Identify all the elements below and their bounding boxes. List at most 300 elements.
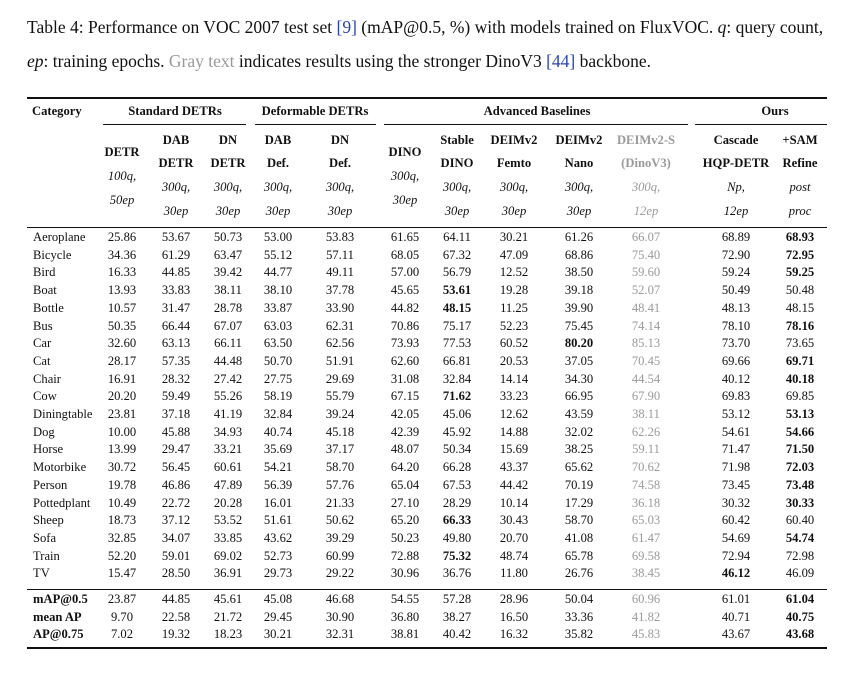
category-label: Car: [33, 336, 52, 351]
table-cell: 69.83: [721, 389, 751, 404]
column-header: DAB: [162, 133, 190, 147]
category-label: Bird: [33, 265, 56, 280]
table-cell: 68.86: [564, 247, 594, 262]
caption-text-2: (mAP@0.5, %) with models trained on FluxVOC.: [356, 17, 718, 37]
category-label: Chair: [33, 371, 61, 386]
table-cell: 44.77: [263, 265, 293, 280]
table-cell: 78.10: [721, 318, 751, 333]
column-query-count: 300q,: [564, 180, 594, 194]
table-cell: 67.32: [442, 247, 472, 262]
table-cell: 55.26: [213, 389, 243, 404]
column-header: DN: [218, 133, 238, 147]
table-cell: 10.14: [499, 495, 529, 510]
table-cell: 53.13: [785, 407, 815, 421]
table-cell: 45.08: [263, 592, 293, 606]
column-query-count: 300q,: [631, 180, 661, 194]
table-cell: 35.69: [263, 442, 293, 457]
table-cell: 23.81: [107, 407, 137, 421]
table-cell: 32.84: [263, 407, 293, 421]
table-cell: 38.11: [632, 407, 660, 421]
table-cell: 18.23: [213, 627, 243, 642]
table-cell: 70.86: [390, 318, 420, 333]
table-cell: 74.14: [631, 318, 661, 333]
column-epochs: 30ep: [327, 204, 353, 218]
table-cell: 75.32: [442, 548, 472, 563]
table-cell: 73.45: [721, 477, 751, 492]
table-cell: 45.83: [631, 627, 661, 642]
column-header: DINO: [440, 156, 474, 170]
table-cell: 72.94: [721, 548, 751, 563]
table-cell: 37.18: [161, 407, 191, 421]
table-cell: 48.41: [631, 300, 661, 315]
column-query-count: 300q,: [213, 180, 243, 194]
table-cell: 54.66: [785, 424, 815, 439]
column-header: Refine: [782, 156, 818, 170]
table-cell: 13.99: [107, 442, 137, 457]
category-label: Sheep: [33, 513, 64, 528]
table-cell: 65.03: [631, 513, 661, 528]
table-cell: 69.66: [721, 353, 751, 368]
table-cell: 49.80: [442, 530, 472, 545]
column-query-count: 300q,: [325, 180, 355, 194]
table-cell: 33.21: [213, 442, 243, 457]
table-cell: 29.22: [325, 566, 355, 581]
category-label: Horse: [33, 442, 64, 457]
table-cell: 20.70: [499, 530, 529, 545]
caption-q: q: [717, 17, 727, 37]
table-cell: 69.58: [631, 548, 661, 563]
table-cell: 59.49: [161, 389, 191, 404]
table-cell: 29.47: [161, 442, 191, 457]
table-cell: 20.28: [213, 495, 243, 510]
group-underline: [695, 124, 827, 125]
table-cell: 14.88: [499, 424, 529, 439]
table-cell: 13.93: [107, 283, 137, 298]
table-cell: 51.61: [263, 513, 293, 528]
table-cell: 33.87: [263, 300, 293, 315]
table-cell: 27.42: [213, 371, 243, 386]
table-cell: 60.52: [499, 336, 529, 351]
column-header: Cascade: [713, 133, 759, 147]
table-cell: 52.07: [631, 283, 661, 298]
group-header: Ours: [761, 104, 789, 118]
table-cell: 47.09: [499, 247, 529, 262]
table-cell: 45.18: [325, 424, 355, 439]
table-cell: 33.23: [499, 389, 529, 404]
table-cell: 53.61: [442, 283, 472, 298]
header-rule: [27, 227, 827, 228]
table-cell: 44.85: [161, 265, 191, 280]
table-cell: 32.85: [107, 530, 137, 545]
table-cell: 54.21: [263, 460, 293, 475]
group-underline: [384, 124, 688, 125]
table-cell: 34.30: [564, 371, 594, 386]
table-cell: 20.20: [107, 389, 137, 404]
table-cell: 66.11: [214, 336, 242, 351]
table-cell: 20.53: [499, 353, 529, 368]
column-query-count: 300q,: [161, 180, 191, 194]
table-cell: 22.58: [161, 609, 191, 624]
group-header: Advanced Baselines: [483, 104, 591, 118]
table-cell: 16.01: [263, 495, 293, 510]
table-cell: 62.60: [390, 353, 420, 368]
summary-label: AP@0.75: [33, 627, 84, 642]
column-header: HQP-DETR: [702, 156, 770, 170]
table-cell: 45.06: [442, 407, 472, 421]
column-query-count: 300q,: [442, 180, 472, 194]
table-cell: 27.75: [263, 371, 293, 386]
table-cell: 28.78: [213, 300, 243, 315]
table-cell: 56.39: [263, 477, 293, 492]
table-cell: 72.95: [785, 247, 815, 262]
table-cell: 72.88: [390, 548, 420, 563]
table-cell: 43.67: [721, 627, 751, 642]
table-cell: 25.86: [107, 230, 137, 244]
table-cell: 59.24: [721, 265, 751, 280]
table-cell: 68.89: [721, 230, 751, 244]
table-cell: 19.32: [161, 627, 191, 642]
table-cell: 10.57: [107, 300, 137, 315]
category-label: Pottedplant: [33, 495, 91, 510]
table-cell: 38.50: [564, 265, 594, 280]
table-cell: 29.69: [325, 371, 355, 386]
table-cell: 40.12: [721, 371, 751, 386]
table-cell: 28.17: [107, 353, 137, 368]
table-cell: 41.82: [631, 609, 661, 624]
table-cell: 57.28: [442, 592, 472, 606]
table-cell: 43.59: [564, 407, 594, 421]
table-cell: 40.42: [442, 627, 472, 642]
caption-text-1: Table 4: Performance on VOC 2007 test set: [27, 17, 337, 37]
table-cell: 60.61: [213, 460, 243, 475]
table-cell: 73.70: [721, 336, 751, 351]
table-cell: 59.11: [632, 442, 660, 457]
table-cell: 70.45: [631, 353, 661, 368]
table-cell: 38.25: [564, 442, 594, 457]
table-cell: 66.81: [442, 353, 472, 368]
table-cell: 53.12: [721, 407, 751, 421]
table-cell: 67.90: [631, 389, 661, 404]
table-cell: 63.50: [263, 336, 293, 351]
table-cell: 28.50: [161, 566, 191, 581]
table-cell: 65.04: [390, 477, 420, 492]
table-cell: 32.02: [564, 424, 594, 439]
table-cell: 31.47: [161, 300, 191, 315]
table-cell: 50.73: [213, 230, 243, 244]
table-cell: 30.43: [499, 513, 529, 528]
table-cell: 66.44: [161, 318, 191, 333]
table-cell: 17.29: [564, 495, 594, 510]
table-cell: 53.67: [161, 230, 191, 244]
caption-text-4: : training epochs.: [43, 51, 169, 71]
table-cell: 63.13: [161, 336, 191, 351]
column-query-count: 300q,: [263, 180, 293, 194]
table-cell: 43.68: [785, 627, 815, 642]
table-cell: 37.17: [325, 442, 355, 457]
table-cell: 28.29: [442, 495, 472, 510]
table-cell: 39.18: [564, 283, 594, 298]
table-cell: 69.71: [785, 353, 815, 368]
column-header: Def.: [266, 156, 290, 170]
table-cell: 42.39: [390, 424, 420, 439]
table-cell: 36.91: [213, 566, 243, 581]
table-cell: 36.80: [390, 609, 420, 624]
table-cell: 54.69: [721, 530, 751, 545]
table-caption: [27, 10, 837, 78]
table-cell: 32.31: [325, 627, 355, 642]
table-cell: 41.08: [564, 530, 594, 545]
table-cell: 12.52: [499, 265, 529, 280]
table-cell: 16.33: [107, 265, 137, 280]
table-cell: 66.33: [442, 513, 472, 528]
table-cell: 11.25: [500, 300, 528, 315]
table-cell: 52.73: [263, 548, 293, 563]
table-cell: 68.05: [390, 247, 420, 262]
table-cell: 45.61: [213, 592, 243, 606]
table-cell: 14.14: [499, 371, 529, 386]
table-cell: 50.35: [107, 318, 137, 333]
table-cell: 33.83: [161, 283, 191, 298]
table-cell: 58.70: [564, 513, 594, 528]
table-cell: 50.49: [721, 283, 751, 298]
table-cell: 72.98: [785, 548, 815, 563]
table-cell: 63.47: [213, 247, 243, 262]
table-cell: 53.52: [213, 513, 243, 528]
category-label: Cat: [33, 353, 51, 368]
table-cell: 28.32: [161, 371, 191, 386]
table-cell: 59.01: [161, 548, 191, 563]
column-header: +SAM: [782, 133, 818, 147]
summary-label: mean AP: [33, 609, 82, 624]
table-cell: 44.82: [390, 300, 420, 315]
column-header: DETR: [158, 156, 194, 170]
column-header: DEIMv2: [555, 133, 603, 147]
category-label: Motorbike: [33, 460, 87, 475]
category-label: Sofa: [33, 530, 57, 545]
table-cell: 36.76: [442, 566, 472, 581]
table-cell: 9.70: [110, 609, 134, 624]
table-cell: 63.03: [263, 318, 293, 333]
table-cell: 33.85: [213, 530, 243, 545]
table-cell: 71.98: [721, 460, 751, 475]
table-cell: 61.47: [631, 530, 661, 545]
column-epochs: 12ep: [723, 204, 749, 218]
column-epochs: 30ep: [265, 204, 291, 218]
table-cell: 39.90: [564, 300, 594, 315]
category-label: Boat: [33, 283, 57, 298]
table-cell: 27.10: [390, 495, 420, 510]
table-cell: 46.12: [721, 566, 751, 581]
table-cell: 78.16: [785, 318, 815, 333]
table-cell: 40.71: [721, 609, 751, 624]
table-cell: 69.85: [785, 389, 815, 404]
column-epochs: 12ep: [633, 204, 659, 218]
table-cell: 53.83: [325, 230, 355, 244]
column-header: DEIMv2: [490, 133, 538, 147]
table-top-rule: [27, 97, 827, 99]
table-cell: 32.60: [107, 336, 137, 351]
column-header: (DinoV3): [621, 156, 671, 170]
caption-text-3: : query count,: [726, 17, 824, 37]
table-cell: 75.40: [631, 247, 661, 262]
table-cell: 57.11: [326, 247, 354, 262]
table-cell: 19.28: [499, 283, 529, 298]
caption-ep: ep: [27, 51, 44, 71]
category-label: TV: [33, 566, 50, 581]
table-cell: 30.96: [390, 566, 420, 581]
category-label: Bicycle: [33, 247, 72, 262]
category-label: Aeroplane: [33, 230, 86, 244]
table-cell: 50.70: [263, 353, 293, 368]
table-cell: 57.00: [390, 265, 420, 280]
caption-text-5: indicates results using the stronger DinoV3: [234, 51, 547, 71]
table-cell: 22.72: [161, 495, 191, 510]
category-label: Cow: [33, 389, 57, 404]
category-label: Train: [33, 548, 60, 563]
category-label: Diningtable: [33, 407, 93, 421]
column-header: Femto: [496, 156, 532, 170]
table-cell: 15.47: [107, 566, 137, 581]
column-epochs: 30ep: [566, 204, 592, 218]
table-cell: 28.96: [499, 592, 529, 606]
table-cell: 29.73: [263, 566, 293, 581]
group-header: Deformable DETRs: [261, 104, 369, 118]
table-cell: 41.19: [213, 407, 243, 421]
category-label: Person: [33, 477, 68, 492]
table-cell: 34.36: [107, 247, 137, 262]
citation-link[interactable]: [9]: [336, 17, 357, 37]
table-cell: 55.12: [263, 247, 293, 262]
group-underline: [103, 124, 246, 125]
table-cell: 50.62: [325, 513, 355, 528]
table-cell: 70.62: [631, 460, 661, 475]
group-underline: [255, 124, 376, 125]
header-category: Category: [32, 104, 82, 118]
table-cell: 48.74: [499, 548, 529, 563]
table-cell: 61.01: [721, 592, 751, 606]
column-epochs: 30ep: [163, 204, 189, 218]
table-cell: 40.75: [785, 609, 815, 624]
table-cell: 62.56: [325, 336, 355, 351]
column-epochs: 30ep: [444, 204, 470, 218]
table-cell: 67.53: [442, 477, 472, 492]
table-cell: 58.70: [325, 460, 355, 475]
table-cell: 68.93: [785, 230, 815, 244]
table-cell: 72.90: [721, 247, 751, 262]
column-header: Stable: [440, 133, 474, 147]
table-cell: 16.50: [499, 609, 529, 624]
table-cell: 54.74: [785, 530, 815, 545]
table-cell: 19.78: [107, 477, 137, 492]
column-header: DINO: [388, 145, 422, 159]
column-query-count: 100q,: [107, 169, 137, 183]
table-cell: 26.76: [564, 566, 594, 581]
table-cell: 21.33: [325, 495, 355, 510]
table-cell: 73.48: [785, 477, 815, 492]
table-cell: 44.42: [499, 477, 529, 492]
table-cell: 61.29: [161, 247, 191, 262]
table-cell: 39.29: [325, 530, 355, 545]
column-epochs: 30ep: [501, 204, 527, 218]
table-cell: 30.90: [325, 609, 355, 624]
table-cell: 32.84: [442, 371, 472, 386]
column-query-count: post: [789, 180, 811, 194]
table-cell: 44.54: [631, 371, 661, 386]
summary-rule: [27, 589, 827, 590]
table-cell: 49.11: [326, 265, 354, 280]
table-cell: 69.02: [213, 548, 243, 563]
table-cell: 10.49: [107, 495, 137, 510]
category-label: Bottle: [33, 300, 64, 315]
table-cell: 39.42: [213, 265, 243, 280]
table-cell: 44.48: [213, 353, 243, 368]
column-header: DEIMv2-S: [616, 133, 676, 147]
table-cell: 62.26: [631, 424, 661, 439]
table-cell: 18.73: [107, 513, 137, 528]
table-cell: 59.25: [785, 265, 815, 280]
column-header: DAB: [264, 133, 292, 147]
table-cell: 61.26: [564, 230, 594, 244]
table-cell: 23.87: [107, 592, 137, 606]
table-cell: 67.07: [213, 318, 243, 333]
table-cell: 38.27: [442, 609, 472, 624]
table-cell: 16.32: [499, 627, 529, 642]
table-cell: 7.02: [110, 627, 134, 642]
table-cell: 45.88: [161, 424, 191, 439]
table-cell: 38.81: [390, 627, 420, 642]
table-cell: 66.07: [631, 230, 661, 244]
table-cell: 30.32: [721, 495, 751, 510]
table-cell: 10.00: [107, 424, 137, 439]
table-cell: 11.80: [500, 566, 528, 581]
table-cell: 37.78: [325, 283, 355, 298]
table-cell: 34.93: [213, 424, 243, 439]
table-cell: 34.07: [161, 530, 191, 545]
column-epochs: proc: [788, 204, 812, 218]
table-cell: 66.28: [442, 460, 472, 475]
table-cell: 64.11: [443, 230, 471, 244]
table-cell: 50.34: [442, 442, 472, 457]
table-cell: 33.36: [564, 609, 594, 624]
table-cell: 42.05: [390, 407, 420, 421]
table-cell: 47.89: [213, 477, 243, 492]
table-cell: 85.13: [631, 336, 661, 351]
category-label: Bus: [33, 318, 53, 333]
table-cell: 56.79: [442, 265, 472, 280]
table-cell: 75.45: [564, 318, 594, 333]
table-cell: 40.74: [263, 424, 293, 439]
table-cell: 65.78: [564, 548, 594, 563]
table-cell: 66.95: [564, 389, 594, 404]
table-cell: 71.47: [721, 442, 751, 457]
table-cell: 50.04: [564, 592, 594, 606]
table-cell: 58.19: [263, 389, 293, 404]
table-cell: 40.18: [785, 371, 815, 386]
column-header: DETR: [104, 145, 140, 159]
table-cell: 35.82: [564, 627, 594, 642]
table-cell: 77.53: [442, 336, 472, 351]
table-cell: 67.15: [390, 389, 420, 404]
citation-link[interactable]: [44]: [546, 51, 576, 71]
table-cell: 60.42: [721, 513, 751, 528]
table-cell: 15.69: [499, 442, 529, 457]
table-cell: 52.23: [499, 318, 529, 333]
table-cell: 33.90: [325, 300, 355, 315]
table-cell: 36.18: [631, 495, 661, 510]
table-cell: 54.61: [721, 424, 751, 439]
table-cell: 65.62: [564, 460, 594, 475]
table-cell: 59.60: [631, 265, 661, 280]
